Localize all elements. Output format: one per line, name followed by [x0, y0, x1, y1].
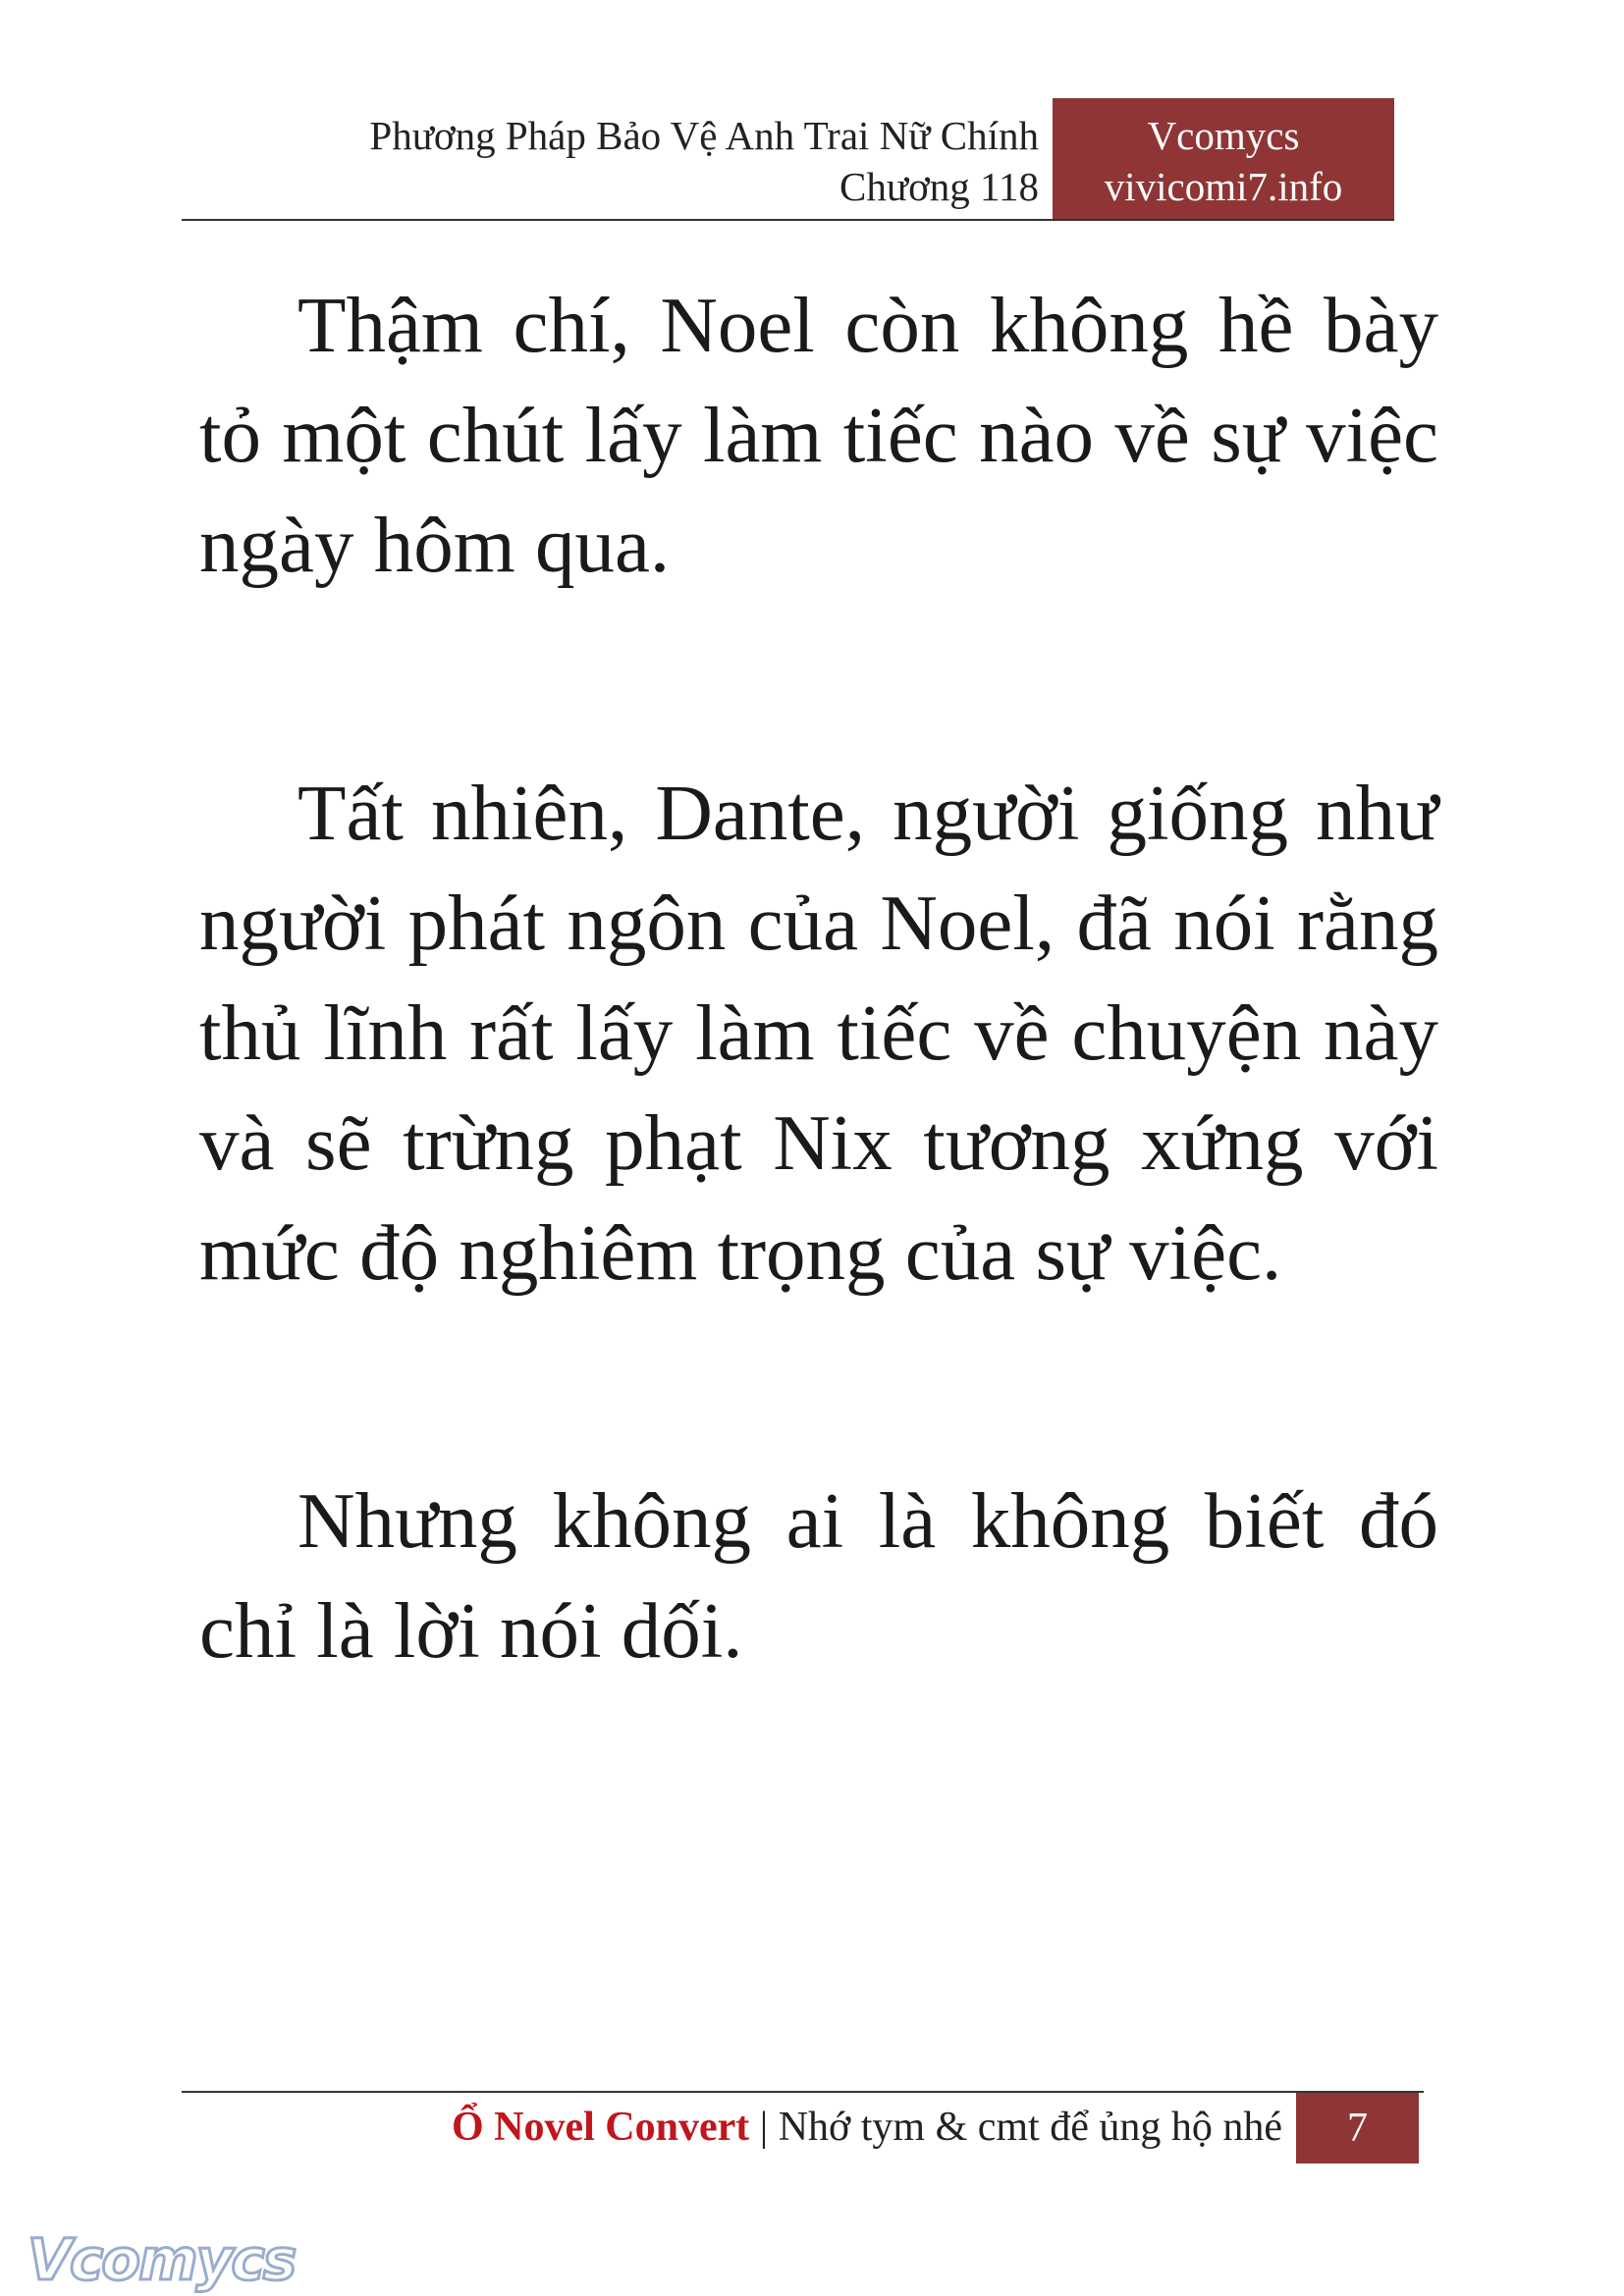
footer-message: Nhớ tym & cmt để ủng hộ nhé: [778, 2105, 1282, 2150]
page-header: [182, 98, 1394, 221]
header-brand-box: [1053, 98, 1394, 221]
page-footer: [182, 2099, 1282, 2156]
brand-site: vivicomi7.info: [1104, 164, 1343, 209]
header-divider: [182, 219, 1394, 221]
book-title: Phương Pháp Bảo Vệ Anh Trai Nữ Chính: [369, 113, 1039, 158]
paragraph-3: Nhưng không ai là không biết đó chỉ là lời nói dối.: [199, 1476, 1438, 1675]
brand-name: Vcomycs: [1147, 113, 1300, 158]
page-number: 7: [1296, 2093, 1419, 2163]
watermark-logo: Vcomycs: [27, 2226, 296, 2293]
header-titles: [182, 110, 1039, 212]
page-content: [199, 270, 1438, 1685]
chapter-label: Chương 118: [839, 164, 1039, 209]
footer-divider: [182, 2091, 1424, 2093]
footer-brand: Ổ Novel Convert: [451, 2105, 750, 2150]
paragraph-2: Tất nhiên, Dante, người giống như người phát ngôn của Noel, đã nói rằng thủ lĩnh rất lấy làm tiếc về chuyện này và sẽ trừng phạt Nix tương xứng với mức độ nghiêm trọng của sự việc.: [199, 769, 1438, 1297]
paragraph-1: Thậm chí, Noel còn không hề bày tỏ một chút lấy làm tiếc nào về sự việc ngày hôm qua.: [199, 281, 1438, 589]
footer-separator: |: [759, 2105, 769, 2150]
